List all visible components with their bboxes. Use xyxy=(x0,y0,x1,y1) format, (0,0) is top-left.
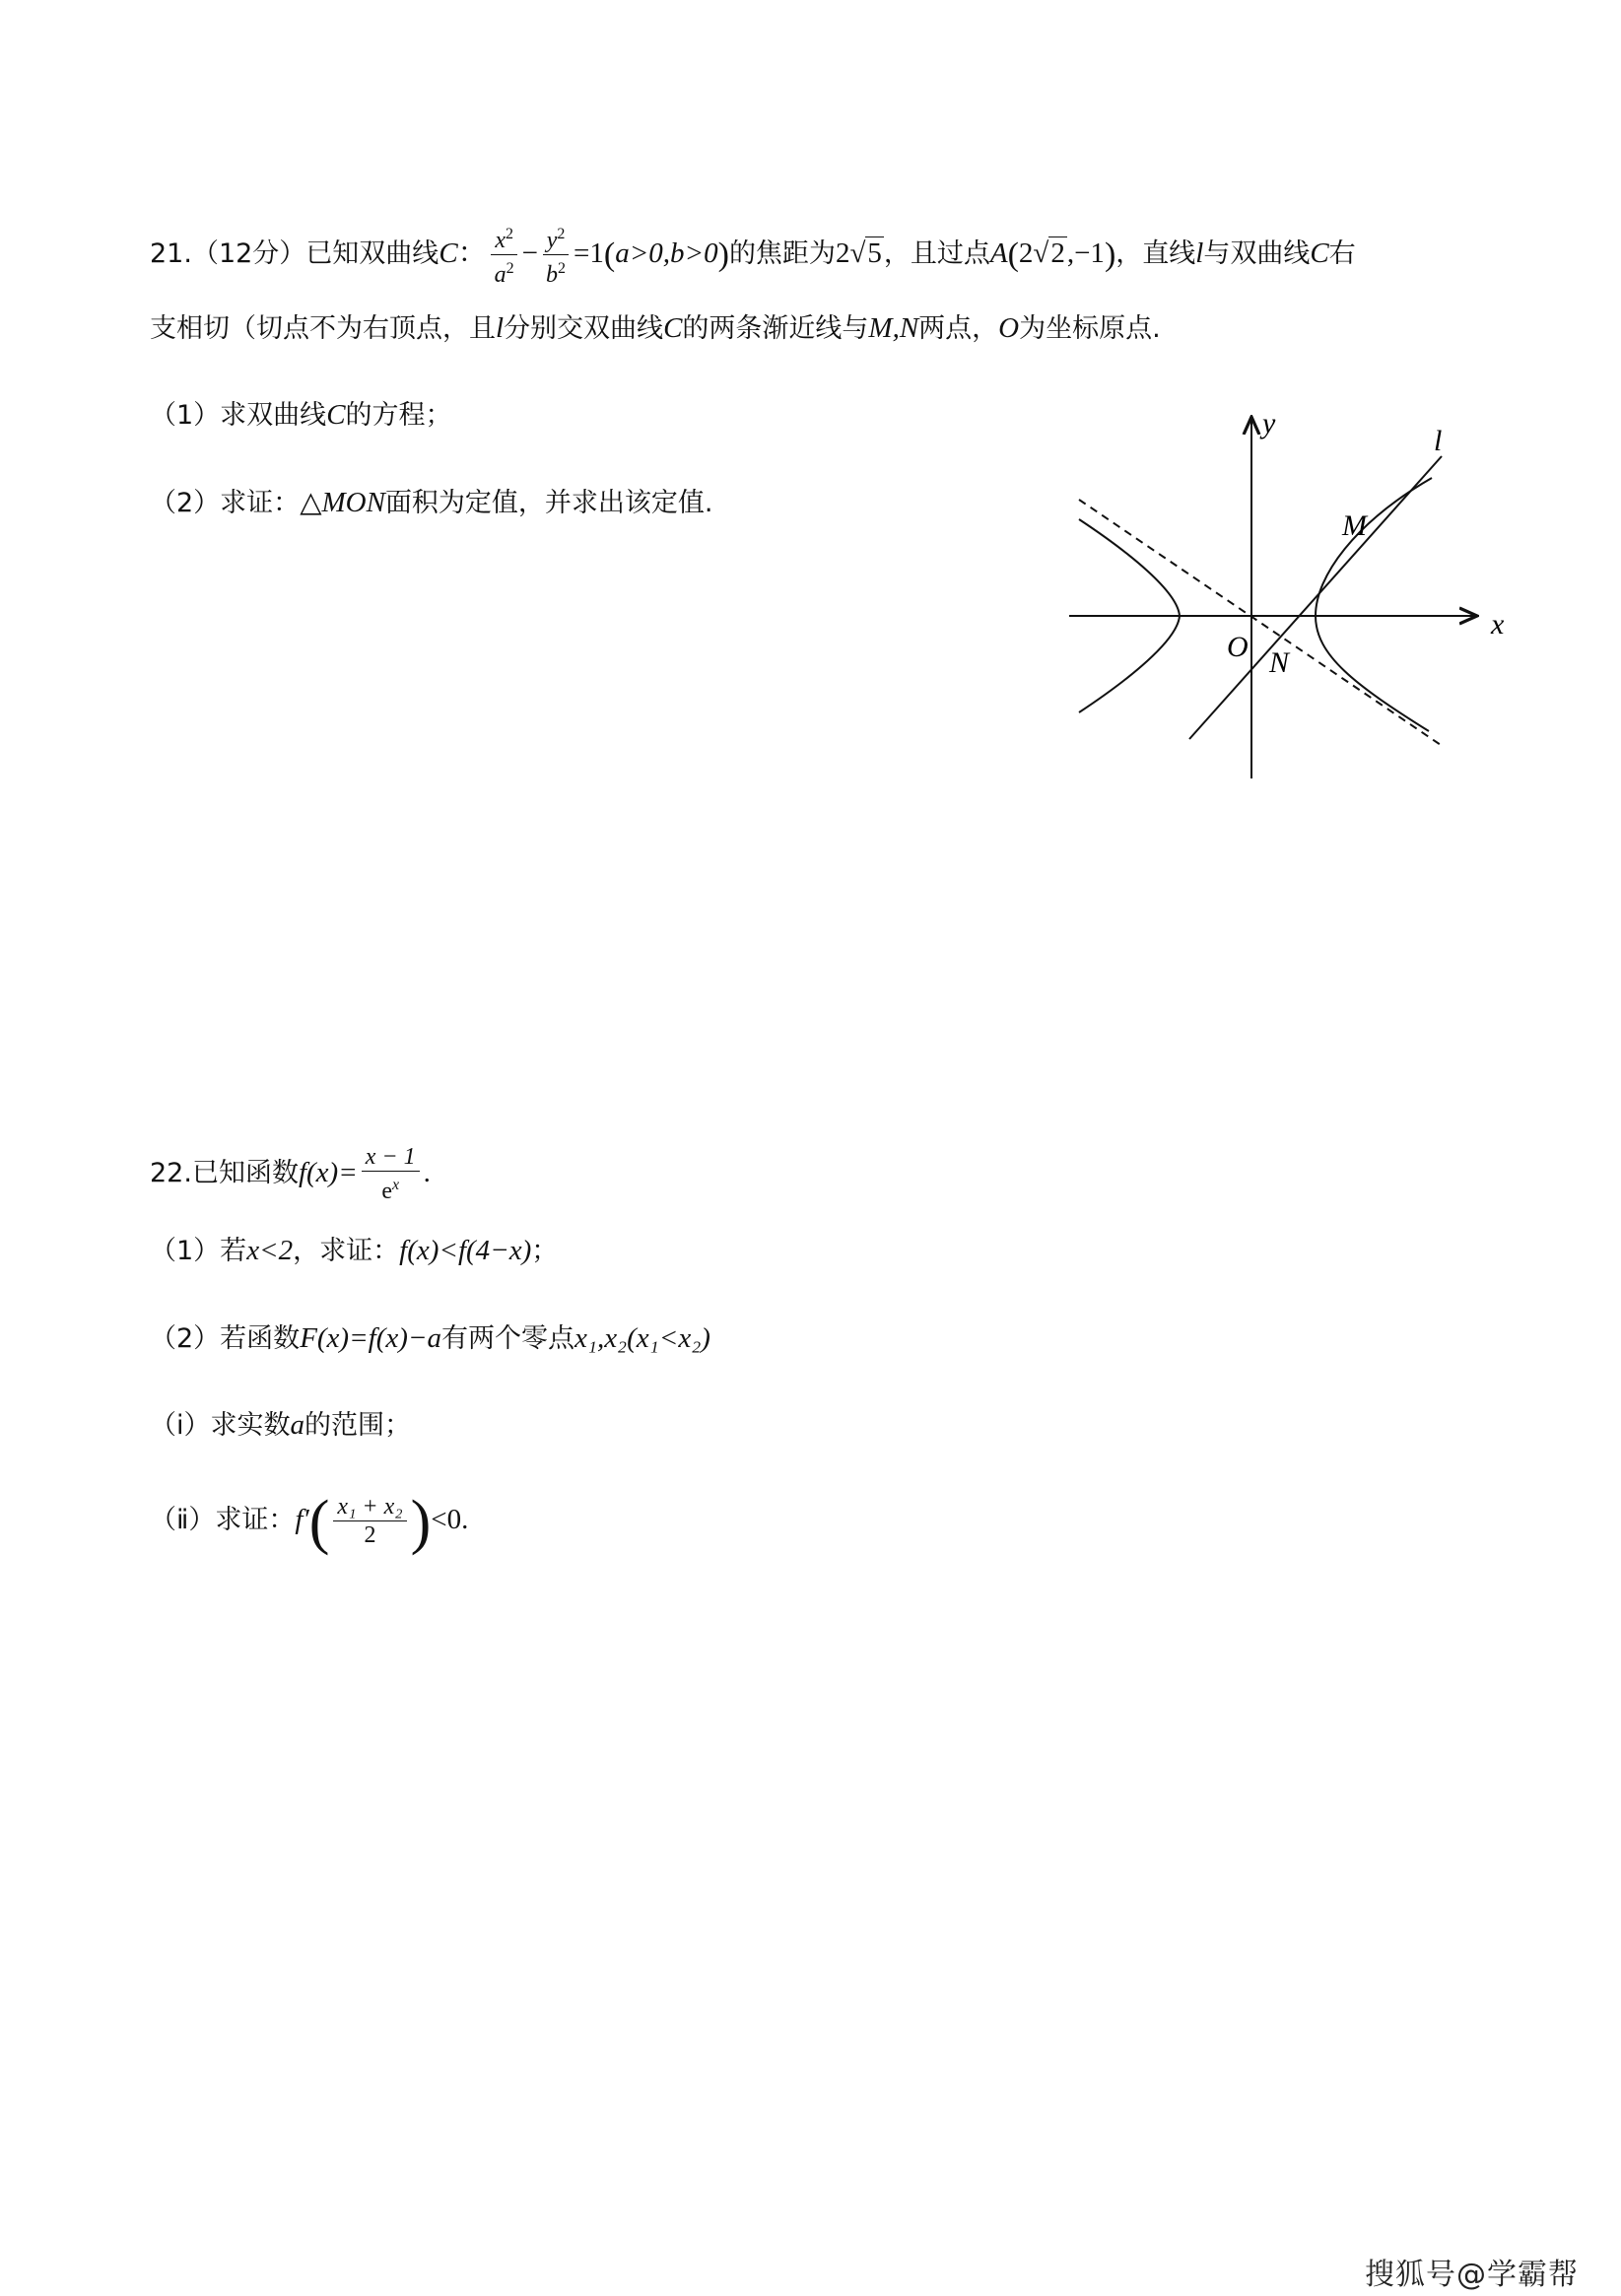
part-text: 有两个零点 xyxy=(440,1323,574,1354)
label-n: N xyxy=(1269,646,1290,679)
coef: 2 xyxy=(1018,237,1034,269)
paren: ( xyxy=(1007,236,1019,273)
exp: 2 xyxy=(557,226,566,242)
function-big-f: F(x)=f(x)−a xyxy=(300,1322,441,1354)
part-text: ，求证： xyxy=(293,1236,400,1266)
part-text: （ⅱ）求证： xyxy=(150,1505,296,1535)
points-mn: M,N xyxy=(868,312,919,344)
part-text: （2）若函数 xyxy=(150,1323,301,1354)
minus: − xyxy=(521,237,539,269)
q22-part-2 xyxy=(150,1318,710,1359)
q21-text: 已知双曲线 xyxy=(305,238,439,269)
period: . xyxy=(423,1157,431,1188)
paren: ) xyxy=(1104,236,1116,273)
numerator: x₁ + x₂ xyxy=(337,1494,403,1519)
part-text: 的范围； xyxy=(304,1410,412,1441)
q21-line-1 xyxy=(150,221,1356,289)
denominator: 2 xyxy=(364,1522,376,1548)
paren: ( xyxy=(308,1489,330,1556)
q21-text: 支相切（切点不为右顶点，且 xyxy=(150,313,496,344)
hyperbola-figure xyxy=(1059,399,1532,788)
q22-text: 已知函数 xyxy=(191,1158,299,1188)
exp: 2 xyxy=(506,260,514,277)
point-a-coords: 2√2,−1 xyxy=(1018,237,1105,269)
paren: ) xyxy=(410,1489,432,1556)
y-coord: ,−1 xyxy=(1066,237,1105,269)
focal-rad: 5 xyxy=(867,237,882,269)
q22-number: 22. xyxy=(150,1158,192,1188)
part-text: （2）求证： xyxy=(150,488,301,518)
exp: 2 xyxy=(558,260,567,277)
q22-part-2-i xyxy=(150,1405,411,1446)
colon: ： xyxy=(457,237,487,269)
label-o: O xyxy=(1227,631,1249,663)
fraction-x2-a2 xyxy=(491,221,518,289)
inequality: f(x)<f(4−x) xyxy=(399,1235,532,1266)
condition: x<2 xyxy=(246,1235,294,1266)
paren: ) xyxy=(717,236,729,273)
var-a: a xyxy=(290,1409,305,1441)
fraction-mid xyxy=(333,1493,406,1549)
asymptote-rising xyxy=(1079,500,1444,747)
function-f: f(x)= xyxy=(298,1157,358,1188)
q22-part-2-ii xyxy=(150,1489,469,1556)
y-var: y xyxy=(546,228,558,253)
exp-x: x xyxy=(391,1177,400,1193)
curve-c: C xyxy=(439,237,458,269)
label-l: l xyxy=(1434,425,1443,457)
point-a: A xyxy=(989,237,1008,269)
q22-line-1 xyxy=(150,1143,431,1205)
equals-one: =1 xyxy=(574,237,604,269)
curve-c: C xyxy=(326,399,346,431)
paren: ( xyxy=(603,236,616,273)
part-text: 的方程； xyxy=(345,400,452,431)
focal-coef: 2 xyxy=(835,237,850,269)
triangle-mon: △MON xyxy=(300,487,385,518)
q21-points: （12分） xyxy=(191,238,306,269)
b-var: b xyxy=(546,262,559,288)
q21-number: 21. xyxy=(150,238,192,269)
focal-distance: 2√5 xyxy=(835,237,882,269)
q21-text: 的两条渐近线与 xyxy=(682,313,869,344)
q21-text: 两点， xyxy=(918,313,999,344)
q21-text: 分别交双曲线 xyxy=(504,313,664,344)
label-m: M xyxy=(1342,509,1367,542)
roots: x₁,x₂(x₁<x₂) xyxy=(574,1322,710,1354)
part-text: 面积为定值，并求出该定值. xyxy=(384,488,713,518)
e-base: e xyxy=(381,1179,392,1204)
part-text: （1）若 xyxy=(150,1236,247,1266)
q21-text: ，直线 xyxy=(1115,238,1196,269)
line-l: l xyxy=(496,312,505,344)
q21-text: ，且过点 xyxy=(883,238,990,269)
curve-c: C xyxy=(663,312,683,344)
line-l: l xyxy=(1195,237,1204,269)
curve-c: C xyxy=(1310,237,1329,269)
q21-part-2 xyxy=(150,483,713,523)
watermark: 搜狐号@学霸帮 xyxy=(1365,2258,1579,2292)
inequality-end: <0. xyxy=(431,1504,469,1535)
f-prime: f′ xyxy=(295,1504,309,1535)
q21-text: 为坐标原点. xyxy=(1019,313,1161,344)
rad: 2 xyxy=(1050,237,1065,269)
q21-text: 右 xyxy=(1328,238,1356,269)
numerator: x − 1 xyxy=(365,1144,416,1170)
part-text: ； xyxy=(531,1236,559,1266)
q21-text: 的焦距为 xyxy=(728,238,836,269)
a-var: a xyxy=(494,262,507,288)
fraction-f xyxy=(362,1143,420,1205)
part-text: （1）求双曲线 xyxy=(150,400,327,431)
q21-line-2 xyxy=(150,308,1161,349)
exp: 2 xyxy=(506,226,513,242)
condition: a>0,b>0 xyxy=(615,237,718,269)
x-var: x xyxy=(495,228,506,253)
label-y: y xyxy=(1262,407,1276,439)
label-x: x xyxy=(1491,608,1505,641)
q22-part-1 xyxy=(150,1231,558,1271)
q21-part-1 xyxy=(150,395,452,436)
q21-text: 与双曲线 xyxy=(1203,238,1311,269)
hyperbola-right-branch xyxy=(1316,478,1432,731)
origin-o: O xyxy=(998,312,1020,344)
tangent-line-l xyxy=(1189,456,1442,739)
fraction-y2-b2 xyxy=(542,221,570,289)
part-text: （ⅰ）求实数 xyxy=(150,1410,291,1441)
